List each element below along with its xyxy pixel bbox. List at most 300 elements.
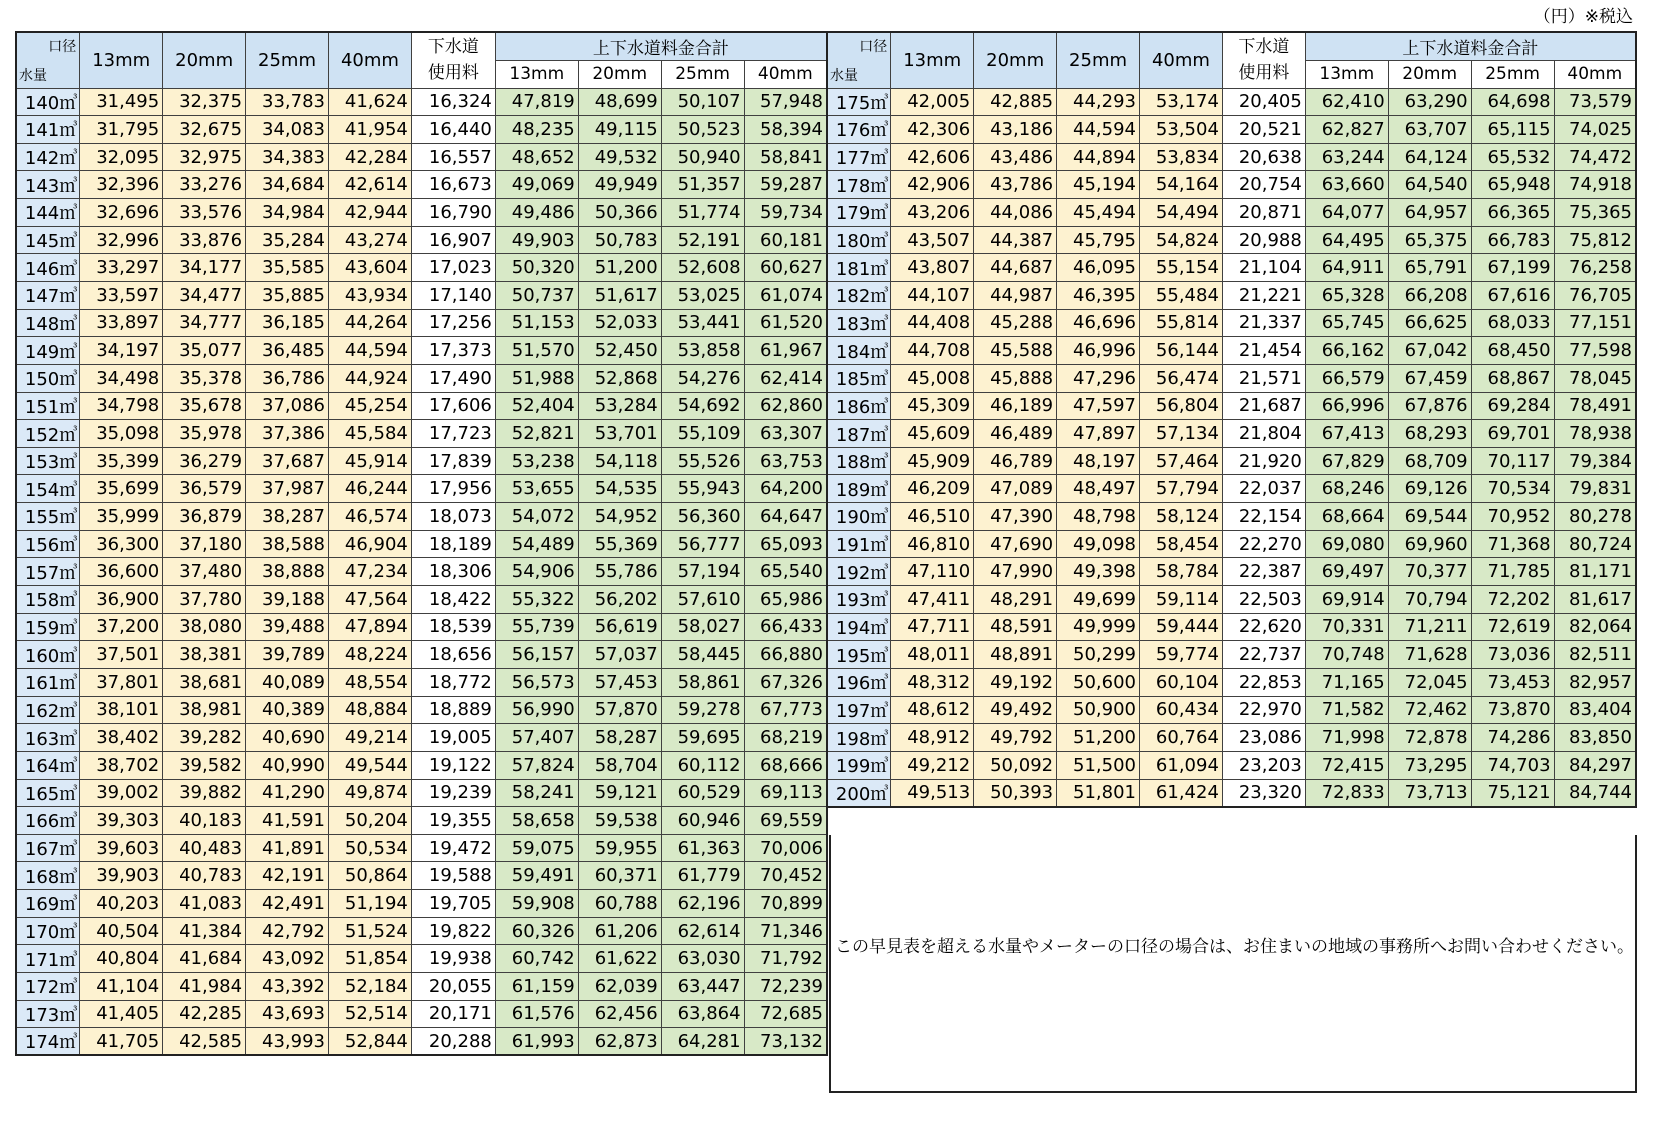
total-25mm-cell: 65,948	[1471, 171, 1554, 199]
rate-40mm-cell: 44,264	[328, 309, 411, 337]
rate-40mm-cell: 49,544	[328, 751, 411, 779]
sewer-fee-cell: 19,355	[411, 807, 495, 835]
rate-40mm-cell: 55,484	[1140, 281, 1223, 309]
volume-cell: 159㎥	[16, 613, 80, 641]
rate-40mm-cell: 60,764	[1140, 724, 1223, 752]
total-25mm-cell: 74,703	[1471, 751, 1554, 779]
total-40mm-cell: 73,579	[1554, 88, 1636, 116]
sewer-label-line1: 下水道	[427, 37, 479, 58]
table-row	[827, 503, 1636, 531]
rate-40mm-cell: 42,944	[328, 199, 411, 227]
rate-25mm-cell: 38,888	[246, 558, 329, 586]
rate-40mm-cell: 45,254	[328, 392, 411, 420]
total-20mm-cell: 55,786	[578, 558, 661, 586]
rate-40mm-cell: 56,474	[1140, 364, 1223, 392]
total-25mm-cell: 58,027	[661, 613, 744, 641]
total-13mm-cell: 53,238	[495, 447, 578, 475]
rate-25mm-cell: 40,990	[246, 751, 329, 779]
rate-40mm-cell: 43,934	[328, 281, 411, 309]
table-row	[827, 696, 1636, 724]
volume-cell: 184㎥	[827, 337, 891, 365]
col-header-25mm: 25mm	[1057, 32, 1140, 88]
total-13mm-cell: 72,415	[1305, 751, 1388, 779]
total-header-25mm: 25mm	[1471, 60, 1554, 88]
total-25mm-cell: 56,777	[661, 530, 744, 558]
sewer-fee-cell: 20,055	[411, 973, 495, 1001]
rate-25mm-cell: 37,386	[246, 420, 329, 448]
volume-cell: 154㎥	[16, 475, 80, 503]
volume-cell: 169㎥	[16, 890, 80, 918]
table-row	[16, 254, 827, 282]
rate-40mm-cell: 47,564	[328, 586, 411, 614]
rate-13mm-cell: 34,498	[80, 364, 163, 392]
total-13mm-cell: 66,579	[1305, 364, 1388, 392]
fee-table-right-body	[827, 88, 1636, 807]
total-40mm-cell: 76,258	[1554, 254, 1636, 282]
rate-25mm-cell: 42,792	[246, 917, 329, 945]
rate-13mm-cell: 35,999	[80, 503, 163, 531]
total-25mm-cell: 61,779	[661, 862, 744, 890]
total-40mm-cell: 81,171	[1554, 558, 1636, 586]
rate-25mm-cell: 49,398	[1057, 558, 1140, 586]
rate-20mm-cell: 40,183	[163, 807, 246, 835]
total-20mm-cell: 53,284	[578, 392, 661, 420]
rate-13mm-cell: 39,903	[80, 862, 163, 890]
total-13mm-cell: 62,410	[1305, 88, 1388, 116]
rate-20mm-cell: 41,083	[163, 890, 246, 918]
rate-40mm-cell: 41,624	[328, 88, 411, 116]
rate-13mm-cell: 49,513	[891, 779, 974, 807]
rate-25mm-cell: 44,894	[1057, 143, 1140, 171]
rate-40mm-cell: 61,424	[1140, 779, 1223, 807]
total-25mm-cell: 69,701	[1471, 420, 1554, 448]
total-40mm-cell: 66,880	[744, 641, 827, 669]
volume-cell: 179㎥	[827, 199, 891, 227]
table-row	[16, 834, 827, 862]
rate-25mm-cell: 35,585	[246, 254, 329, 282]
rate-25mm-cell: 41,591	[246, 807, 329, 835]
rate-25mm-cell: 44,594	[1057, 116, 1140, 144]
total-40mm-cell: 72,685	[744, 1000, 827, 1028]
rate-13mm-cell: 43,807	[891, 254, 974, 282]
rate-13mm-cell: 36,900	[80, 586, 163, 614]
total-13mm-cell: 59,491	[495, 862, 578, 890]
volume-cell: 148㎥	[16, 309, 80, 337]
rate-13mm-cell: 41,104	[80, 973, 163, 1001]
rate-25mm-cell: 45,194	[1057, 171, 1140, 199]
rate-13mm-cell: 40,504	[80, 917, 163, 945]
total-20mm-cell: 60,788	[578, 890, 661, 918]
rate-13mm-cell: 36,300	[80, 530, 163, 558]
rate-25mm-cell: 47,296	[1057, 364, 1140, 392]
total-25mm-cell: 73,036	[1471, 641, 1554, 669]
total-13mm-cell: 61,159	[495, 973, 578, 1001]
rate-25mm-cell: 43,693	[246, 1000, 329, 1028]
total-40mm-cell: 58,394	[744, 116, 827, 144]
volume-cell: 193㎥	[827, 586, 891, 614]
rate-20mm-cell: 47,089	[974, 475, 1057, 503]
rate-25mm-cell: 42,191	[246, 862, 329, 890]
total-40mm-cell: 68,219	[744, 724, 827, 752]
total-25mm-cell: 65,115	[1471, 116, 1554, 144]
rate-25mm-cell: 51,801	[1057, 779, 1140, 807]
total-25mm-cell: 69,284	[1471, 392, 1554, 420]
rate-25mm-cell: 45,494	[1057, 199, 1140, 227]
total-20mm-cell: 59,538	[578, 807, 661, 835]
rate-13mm-cell: 31,495	[80, 88, 163, 116]
rate-20mm-cell: 33,576	[163, 199, 246, 227]
total-20mm-cell: 71,628	[1388, 641, 1471, 669]
sewer-fee-cell: 17,490	[411, 364, 495, 392]
volume-cell: 174㎥	[16, 1028, 80, 1056]
total-20mm-cell: 57,870	[578, 696, 661, 724]
total-20mm-cell: 72,045	[1388, 668, 1471, 696]
table-row	[827, 530, 1636, 558]
total-25mm-cell: 53,025	[661, 281, 744, 309]
rate-20mm-cell: 46,489	[974, 420, 1057, 448]
table-row	[16, 281, 827, 309]
rate-40mm-cell: 58,784	[1140, 558, 1223, 586]
rate-40mm-cell: 52,184	[328, 973, 411, 1001]
table-row	[16, 779, 827, 807]
rate-40mm-cell: 51,524	[328, 917, 411, 945]
volume-cell: 150㎥	[16, 364, 80, 392]
total-13mm-cell: 56,990	[495, 696, 578, 724]
rate-40mm-cell: 53,504	[1140, 116, 1223, 144]
total-40mm-cell: 58,841	[744, 143, 827, 171]
sewer-fee-cell: 22,737	[1222, 641, 1305, 669]
sewer-fee-cell: 20,288	[411, 1028, 495, 1056]
rate-25mm-cell: 41,891	[246, 834, 329, 862]
volume-cell: 156㎥	[16, 530, 80, 558]
total-25mm-cell: 50,107	[661, 88, 744, 116]
total-25mm-cell: 68,450	[1471, 337, 1554, 365]
rate-13mm-cell: 47,110	[891, 558, 974, 586]
total-40mm-cell: 72,239	[744, 973, 827, 1001]
rate-13mm-cell: 45,609	[891, 420, 974, 448]
rate-13mm-cell: 38,101	[80, 696, 163, 724]
sewer-fee-cell: 19,938	[411, 945, 495, 973]
rate-13mm-cell: 48,912	[891, 724, 974, 752]
total-40mm-cell: 61,520	[744, 309, 827, 337]
total-13mm-cell: 48,235	[495, 116, 578, 144]
sewer-fee-cell: 16,790	[411, 199, 495, 227]
total-13mm-cell: 52,821	[495, 420, 578, 448]
rate-25mm-cell: 49,999	[1057, 613, 1140, 641]
rate-20mm-cell: 34,477	[163, 281, 246, 309]
total-25mm-cell: 72,202	[1471, 586, 1554, 614]
total-20mm-cell: 59,121	[578, 779, 661, 807]
total-25mm-cell: 58,861	[661, 668, 744, 696]
rate-20mm-cell: 37,480	[163, 558, 246, 586]
col-header-20mm: 20mm	[163, 32, 246, 88]
volume-cell: 152㎥	[16, 420, 80, 448]
col-header-13mm: 13mm	[891, 32, 974, 88]
rate-25mm-cell: 39,488	[246, 613, 329, 641]
table-row	[827, 641, 1636, 669]
sewer-fee-cell: 23,203	[1222, 751, 1305, 779]
rate-13mm-cell: 34,197	[80, 337, 163, 365]
volume-cell: 155㎥	[16, 503, 80, 531]
sewer-fee-cell: 17,606	[411, 392, 495, 420]
total-20mm-cell: 49,115	[578, 116, 661, 144]
total-40mm-cell: 82,957	[1554, 668, 1636, 696]
sewer-fee-cell: 17,256	[411, 309, 495, 337]
total-25mm-cell: 61,363	[661, 834, 744, 862]
table-row	[16, 116, 827, 144]
rate-20mm-cell: 48,891	[974, 641, 1057, 669]
rate-20mm-cell: 37,780	[163, 586, 246, 614]
rate-25mm-cell: 43,993	[246, 1028, 329, 1056]
total-25mm-cell: 57,610	[661, 586, 744, 614]
rate-40mm-cell: 60,434	[1140, 696, 1223, 724]
col-header-40mm: 40mm	[328, 32, 411, 88]
table-row	[827, 226, 1636, 254]
sewer-fee-cell: 17,023	[411, 254, 495, 282]
total-20mm-cell: 58,704	[578, 751, 661, 779]
sewer-fee-cell: 18,073	[411, 503, 495, 531]
total-13mm-cell: 71,998	[1305, 724, 1388, 752]
rate-25mm-cell: 42,491	[246, 890, 329, 918]
col-header-13mm: 13mm	[80, 32, 163, 88]
table-row	[16, 1028, 827, 1056]
total-20mm-cell: 66,208	[1388, 281, 1471, 309]
total-13mm-cell: 51,988	[495, 364, 578, 392]
sewer-fee-cell: 20,871	[1222, 199, 1305, 227]
volume-cell: 172㎥	[16, 973, 80, 1001]
rate-25mm-cell: 38,588	[246, 530, 329, 558]
rate-20mm-cell: 34,777	[163, 309, 246, 337]
rate-13mm-cell: 39,603	[80, 834, 163, 862]
table-row	[827, 420, 1636, 448]
sewer-fee-cell: 22,270	[1222, 530, 1305, 558]
total-13mm-cell: 51,570	[495, 337, 578, 365]
total-40mm-cell: 68,666	[744, 751, 827, 779]
total-25mm-cell: 63,864	[661, 1000, 744, 1028]
total-40mm-cell: 75,365	[1554, 199, 1636, 227]
rate-25mm-cell: 37,687	[246, 447, 329, 475]
total-40mm-cell: 69,559	[744, 807, 827, 835]
note-box	[829, 835, 1637, 1093]
rate-20mm-cell: 47,390	[974, 503, 1057, 531]
sewer-fee-cell: 22,503	[1222, 586, 1305, 614]
total-20mm-cell: 69,544	[1388, 503, 1471, 531]
sewer-label-line2: 使用料	[1238, 63, 1290, 84]
note-text: この早見表を超える水量やメーターの口径の場合は、お住まいの地域の事務所へお問い合わせください。	[835, 937, 1634, 957]
total-20mm-cell: 63,707	[1388, 116, 1471, 144]
total-13mm-cell: 70,748	[1305, 641, 1388, 669]
sewer-fee-cell: 16,557	[411, 143, 495, 171]
rate-40mm-cell: 46,574	[328, 503, 411, 531]
total-20mm-cell: 68,293	[1388, 420, 1471, 448]
total-13mm-cell: 70,331	[1305, 613, 1388, 641]
fee-table-left-body	[16, 88, 827, 1055]
rate-20mm-cell: 35,378	[163, 364, 246, 392]
total-20mm-cell: 63,290	[1388, 88, 1471, 116]
total-40mm-cell: 71,346	[744, 917, 827, 945]
total-13mm-cell: 72,833	[1305, 779, 1388, 807]
total-13mm-cell: 49,486	[495, 199, 578, 227]
table-row	[827, 724, 1636, 752]
total-20mm-cell: 64,124	[1388, 143, 1471, 171]
rate-40mm-cell: 59,774	[1140, 641, 1223, 669]
total-13mm-cell: 50,737	[495, 281, 578, 309]
total-13mm-cell: 55,739	[495, 613, 578, 641]
total-13mm-cell: 51,153	[495, 309, 578, 337]
volume-cell: 183㎥	[827, 309, 891, 337]
table-row	[16, 807, 827, 835]
total-40mm-cell: 77,151	[1554, 309, 1636, 337]
rate-13mm-cell: 43,206	[891, 199, 974, 227]
sewer-fee-cell: 21,337	[1222, 309, 1305, 337]
rate-13mm-cell: 48,612	[891, 696, 974, 724]
rate-13mm-cell: 45,909	[891, 447, 974, 475]
total-40mm-cell: 67,773	[744, 696, 827, 724]
total-20mm-cell: 57,453	[578, 668, 661, 696]
total-25mm-cell: 64,698	[1471, 88, 1554, 116]
total-40mm-cell: 71,792	[744, 945, 827, 973]
rate-13mm-cell: 38,702	[80, 751, 163, 779]
total-40mm-cell: 78,938	[1554, 420, 1636, 448]
rate-13mm-cell: 42,005	[891, 88, 974, 116]
sewer-fee-cell: 22,387	[1222, 558, 1305, 586]
rate-20mm-cell: 39,282	[163, 724, 246, 752]
sewer-fee-cell: 18,656	[411, 641, 495, 669]
table-row	[16, 586, 827, 614]
total-13mm-cell: 66,162	[1305, 337, 1388, 365]
volume-cell: 153㎥	[16, 447, 80, 475]
rate-40mm-cell: 42,284	[328, 143, 411, 171]
table-row	[16, 199, 827, 227]
volume-cell: 180㎥	[827, 226, 891, 254]
volume-cell: 186㎥	[827, 392, 891, 420]
rate-20mm-cell: 48,291	[974, 586, 1057, 614]
total-25mm-cell: 50,940	[661, 143, 744, 171]
rate-20mm-cell: 44,687	[974, 254, 1057, 282]
total-25mm-cell: 70,117	[1471, 447, 1554, 475]
table-row	[827, 171, 1636, 199]
volume-cell: 178㎥	[827, 171, 891, 199]
total-20mm-cell: 65,375	[1388, 226, 1471, 254]
rate-25mm-cell: 49,098	[1057, 530, 1140, 558]
rate-20mm-cell: 44,987	[974, 281, 1057, 309]
total-13mm-cell: 69,080	[1305, 530, 1388, 558]
volume-cell: 182㎥	[827, 281, 891, 309]
rate-13mm-cell: 45,008	[891, 364, 974, 392]
volume-cell: 167㎥	[16, 834, 80, 862]
volume-cell: 165㎥	[16, 779, 80, 807]
rate-20mm-cell: 48,591	[974, 613, 1057, 641]
rate-25mm-cell: 48,497	[1057, 475, 1140, 503]
table-row	[827, 392, 1636, 420]
total-25mm-cell: 60,112	[661, 751, 744, 779]
rate-13mm-cell: 32,095	[80, 143, 163, 171]
total-25mm-cell: 60,529	[661, 779, 744, 807]
rate-25mm-cell: 43,092	[246, 945, 329, 973]
table-row	[16, 668, 827, 696]
total-header-20mm: 20mm	[578, 60, 661, 88]
total-25mm-cell: 71,785	[1471, 558, 1554, 586]
rate-40mm-cell: 58,454	[1140, 530, 1223, 558]
total-20mm-cell: 66,625	[1388, 309, 1471, 337]
volume-cell: 142㎥	[16, 143, 80, 171]
total-25mm-cell: 53,441	[661, 309, 744, 337]
sewer-fee-cell: 20,171	[411, 1000, 495, 1028]
total-13mm-cell: 50,320	[495, 254, 578, 282]
unit-note: （円）※税込	[1533, 7, 1633, 27]
total-25mm-cell: 56,360	[661, 503, 744, 531]
total-40mm-cell: 59,734	[744, 199, 827, 227]
rate-40mm-cell: 43,604	[328, 254, 411, 282]
rate-20mm-cell: 39,582	[163, 751, 246, 779]
sewer-fee-cell: 20,405	[1222, 88, 1305, 116]
rate-13mm-cell: 44,708	[891, 337, 974, 365]
total-13mm-cell: 62,827	[1305, 116, 1388, 144]
total-13mm-cell: 64,077	[1305, 199, 1388, 227]
sewer-fee-cell: 18,889	[411, 696, 495, 724]
rate-13mm-cell: 46,810	[891, 530, 974, 558]
volume-cell: 144㎥	[16, 199, 80, 227]
total-20mm-cell: 62,039	[578, 973, 661, 1001]
rate-25mm-cell: 36,185	[246, 309, 329, 337]
rate-40mm-cell: 54,164	[1140, 171, 1223, 199]
rate-20mm-cell: 45,588	[974, 337, 1057, 365]
table-row	[827, 779, 1636, 807]
rate-25mm-cell: 34,383	[246, 143, 329, 171]
volume-cell: 173㎥	[16, 1000, 80, 1028]
rate-20mm-cell: 40,783	[163, 862, 246, 890]
rate-25mm-cell: 34,083	[246, 116, 329, 144]
table-row	[16, 447, 827, 475]
total-40mm-cell: 73,132	[744, 1028, 827, 1056]
table-row	[827, 668, 1636, 696]
rate-25mm-cell: 50,600	[1057, 668, 1140, 696]
rate-20mm-cell: 41,984	[163, 973, 246, 1001]
sewer-fee-cell: 22,620	[1222, 613, 1305, 641]
rate-25mm-cell: 35,885	[246, 281, 329, 309]
rate-40mm-cell: 50,864	[328, 862, 411, 890]
rate-20mm-cell: 38,381	[163, 641, 246, 669]
volume-cell: 149㎥	[16, 337, 80, 365]
total-13mm-cell: 59,075	[495, 834, 578, 862]
rate-20mm-cell: 45,288	[974, 309, 1057, 337]
col-header-total: 上下水道料金合計	[495, 32, 827, 60]
total-25mm-cell: 72,619	[1471, 613, 1554, 641]
rate-25mm-cell: 51,500	[1057, 751, 1140, 779]
rate-40mm-cell: 54,824	[1140, 226, 1223, 254]
sewer-fee-cell: 22,037	[1222, 475, 1305, 503]
table-row	[827, 199, 1636, 227]
volume-cell: 143㎥	[16, 171, 80, 199]
table-row	[16, 226, 827, 254]
total-40mm-cell: 81,617	[1554, 586, 1636, 614]
rate-25mm-cell: 43,392	[246, 973, 329, 1001]
rate-20mm-cell: 40,483	[163, 834, 246, 862]
volume-cell: 191㎥	[827, 530, 891, 558]
total-25mm-cell: 53,858	[661, 337, 744, 365]
rate-13mm-cell: 43,507	[891, 226, 974, 254]
rate-20mm-cell: 47,990	[974, 558, 1057, 586]
total-13mm-cell: 58,658	[495, 807, 578, 835]
table-row	[827, 558, 1636, 586]
sewer-fee-cell: 21,571	[1222, 364, 1305, 392]
rate-13mm-cell: 33,597	[80, 281, 163, 309]
table-row	[827, 309, 1636, 337]
sewer-fee-cell: 16,324	[411, 88, 495, 116]
total-13mm-cell: 53,655	[495, 475, 578, 503]
total-20mm-cell: 60,371	[578, 862, 661, 890]
total-40mm-cell: 76,705	[1554, 281, 1636, 309]
